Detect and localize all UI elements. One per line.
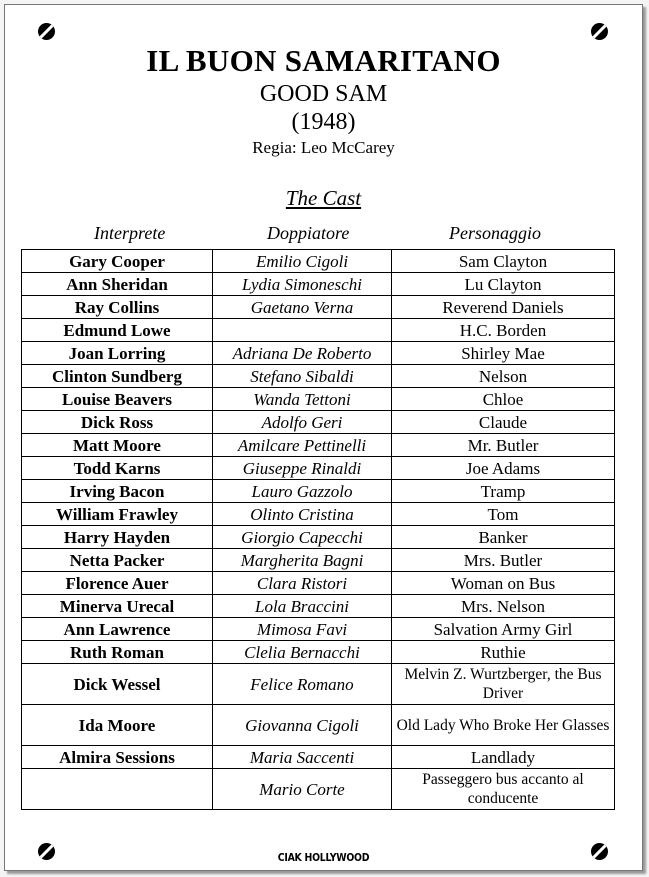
table-row	[22, 549, 615, 572]
cast-role-cell: Sam Clayton	[392, 250, 615, 273]
cast-actor-cell: Minerva Urecal	[22, 595, 213, 618]
table-row	[22, 641, 615, 664]
cast-actor-cell: Clinton Sundberg	[22, 365, 213, 388]
screw-top-left-icon	[38, 23, 55, 40]
cast-actor-cell: Ann Lawrence	[22, 618, 213, 641]
table-row	[22, 250, 615, 273]
cast-actor-cell: Almira Sessions	[22, 746, 213, 769]
cast-role-cell: Salvation Army Girl	[392, 618, 615, 641]
page-title: IL BUON SAMARITANO	[146, 43, 501, 78]
cast-actor-cell: Matt Moore	[22, 434, 213, 457]
cast-actor-cell: Todd Karns	[22, 457, 213, 480]
cast-actor-cell	[22, 769, 213, 810]
column-header-voice: Doppiatore	[267, 223, 350, 243]
cast-heading: The Cast	[285, 186, 362, 210]
table-row	[22, 273, 615, 296]
release-year: (1948)	[291, 109, 356, 135]
cast-actor-cell: Harry Hayden	[22, 526, 213, 549]
plaque	[4, 4, 643, 871]
table-row	[22, 769, 615, 810]
cast-actor-cell: Ray Collins	[22, 296, 213, 319]
cast-actor-cell: Gary Cooper	[22, 250, 213, 273]
cast-role-cell: Shirley Mae	[392, 342, 615, 365]
cast-role-cell: Tramp	[392, 480, 615, 503]
cast-role-cell: Joe Adams	[392, 457, 615, 480]
cast-voice-cell: Mimosa Favi	[213, 618, 392, 641]
cast-role-cell: Tom	[392, 503, 615, 526]
cast-table	[21, 249, 615, 810]
cast-role-cell: Mrs. Nelson	[392, 595, 615, 618]
table-row	[22, 480, 615, 503]
cast-voice-cell: Margherita Bagni	[213, 549, 392, 572]
cast-actor-cell: Florence Auer	[22, 572, 213, 595]
table-row	[22, 434, 615, 457]
cast-voice-cell: Gaetano Verna	[213, 296, 392, 319]
cast-actor-cell: Ida Moore	[22, 705, 213, 746]
table-row	[22, 296, 615, 319]
original-title: GOOD SAM	[259, 81, 388, 107]
cast-actor-cell: Ann Sheridan	[22, 273, 213, 296]
table-row	[22, 457, 615, 480]
cast-voice-cell: Lauro Gazzolo	[213, 480, 392, 503]
cast-role-cell: H.C. Borden	[392, 319, 615, 342]
cast-actor-cell: Dick Wessel	[22, 664, 213, 705]
cast-voice-cell: Clara Ristori	[213, 572, 392, 595]
cast-actor-cell: Edmund Lowe	[22, 319, 213, 342]
cast-voice-cell: Clelia Bernacchi	[213, 641, 392, 664]
cast-role-cell: Nelson	[392, 365, 615, 388]
cast-role-cell: Landlady	[392, 746, 615, 769]
cast-role-cell: Mr. Butler	[392, 434, 615, 457]
table-row	[22, 503, 615, 526]
cast-actor-cell: William Frawley	[22, 503, 213, 526]
cast-voice-cell: Giuseppe Rinaldi	[213, 457, 392, 480]
column-header-actor: Interprete	[94, 223, 166, 243]
cast-actor-cell: Netta Packer	[22, 549, 213, 572]
cast-role-cell: Passeggero bus accanto al conducente	[392, 769, 615, 810]
director-credit: Regia: Leo McCarey	[252, 138, 395, 157]
table-row	[22, 365, 615, 388]
table-row	[22, 618, 615, 641]
table-row	[22, 664, 615, 705]
table-row	[22, 411, 615, 434]
table-row	[22, 572, 615, 595]
cast-actor-cell: Ruth Roman	[22, 641, 213, 664]
cast-voice-cell: Felice Romano	[213, 664, 392, 705]
cast-voice-cell: Giovanna Cigoli	[213, 705, 392, 746]
cast-voice-cell: Olinto Cristina	[213, 503, 392, 526]
cast-voice-cell	[213, 319, 392, 342]
cast-voice-cell: Amilcare Pettinelli	[213, 434, 392, 457]
cast-role-cell: Banker	[392, 526, 615, 549]
table-row	[22, 595, 615, 618]
cast-role-cell: Mrs. Butler	[392, 549, 615, 572]
cast-voice-cell: Lola Braccini	[213, 595, 392, 618]
cast-voice-cell: Mario Corte	[213, 769, 392, 810]
table-row	[22, 342, 615, 365]
cast-role-cell: Chloe	[392, 388, 615, 411]
cast-actor-cell: Louise Beavers	[22, 388, 213, 411]
cast-voice-cell: Adolfo Geri	[213, 411, 392, 434]
cast-voice-cell: Wanda Tettoni	[213, 388, 392, 411]
table-row	[22, 319, 615, 342]
screw-top-right-icon	[591, 23, 608, 40]
cast-role-cell: Old Lady Who Broke Her Glasses	[392, 705, 615, 746]
table-row	[22, 526, 615, 549]
table-row	[22, 705, 615, 746]
cast-actor-cell: Irving Bacon	[22, 480, 213, 503]
cast-voice-cell: Maria Saccenti	[213, 746, 392, 769]
cast-voice-cell: Emilio Cigoli	[213, 250, 392, 273]
cast-voice-cell: Lydia Simoneschi	[213, 273, 392, 296]
column-header-role: Personaggio	[449, 223, 541, 243]
table-row	[22, 388, 615, 411]
cast-role-cell: Woman on Bus	[392, 572, 615, 595]
cast-role-cell: Ruthie	[392, 641, 615, 664]
cast-voice-cell: Adriana De Roberto	[213, 342, 392, 365]
cast-actor-cell: Dick Ross	[22, 411, 213, 434]
cast-voice-cell: Giorgio Capecchi	[213, 526, 392, 549]
cast-role-cell: Melvin Z. Wurtzberger, the Bus Driver	[392, 664, 615, 705]
cast-voice-cell: Stefano Sibaldi	[213, 365, 392, 388]
cast-role-cell: Lu Clayton	[392, 273, 615, 296]
table-row	[22, 746, 615, 769]
cast-role-cell: Reverend Daniels	[392, 296, 615, 319]
cast-actor-cell: Joan Lorring	[22, 342, 213, 365]
cast-role-cell: Claude	[392, 411, 615, 434]
ciak-hollywood-logo: CIAK HOLLYWOOD	[277, 851, 370, 864]
